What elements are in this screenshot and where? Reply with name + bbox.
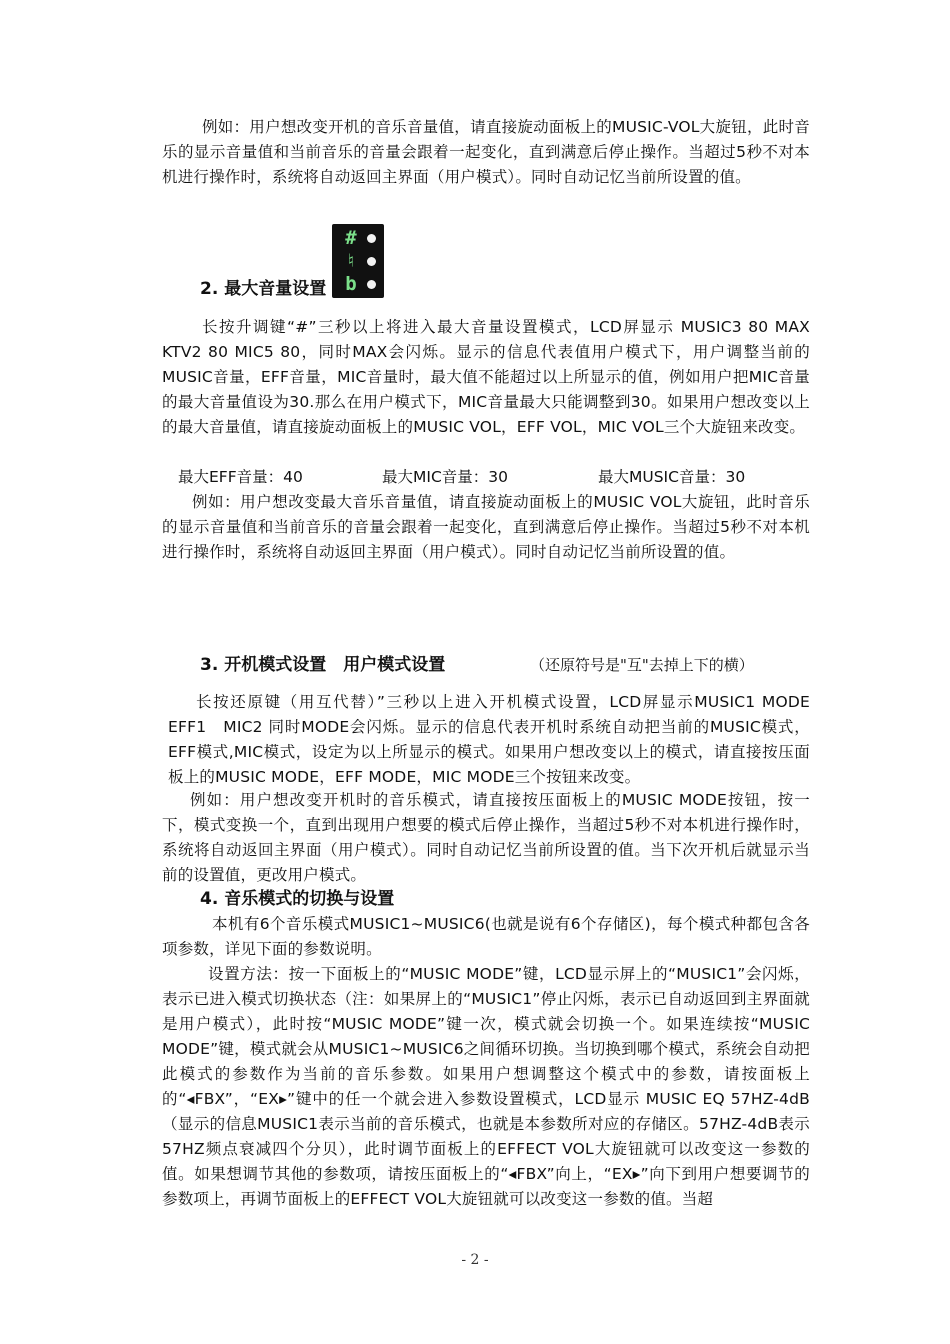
indicator-led-icon: [367, 234, 376, 243]
paragraph-startup-mode-example: 例如：用户想改变开机时的音乐模式，请直接按压面板上的MUSIC MODE按钮，按一下，模式变换一个，直到出现用户想要的模式后停止操作，当超过5秒不对本机进行操作时，系统将自动返回主界面（用户模式）。同时自动记忆当前所设置的值。当下次开机后就显示当前的设置值，更改用户模式。: [162, 791, 810, 884]
restore-symbol-note: （还原符号是"互"去掉上下的横）: [530, 656, 754, 674]
paragraph-music-vol-example: 例如：用户想改变开机的音乐音量值，请直接旋动面板上的MUSIC-VOL大旋钮，此时音乐的显示音量值和当前音乐的音量会跟着一起变化，直到满意后停止操作。当超过5秒不对本机进行操作时，系统将自动返回主界面（用户模式）。同时自动记忆当前所设置的值。: [162, 118, 810, 186]
keypad-image: [332, 224, 384, 298]
indicator-led-icon: [367, 280, 376, 289]
max-eff-volume: 最大EFF音量：40: [178, 468, 303, 486]
paragraph-music-modes-intro: 本机有6个音乐模式MUSIC1~MUSIC6(也就是说有6个存储区)，每个模式种都包含各项参数，详见下面的参数说明。: [162, 915, 810, 958]
indicator-led-icon: [367, 257, 376, 266]
heading-max-volume-setting: 2. 最大音量设置: [200, 279, 327, 299]
paragraph-max-volume-example: 例如：用户想改变最大音乐音量值，请直接旋动面板上的MUSIC VOL大旋钮，此时音乐的显示音量值和当前音乐的音量会跟着一起变化，直到满意后停止操作。当超过5秒不对本机进行操作时，系统将自动返回主界面（用户模式）。同时自动记忆当前所设置的值。: [162, 493, 810, 561]
max-mic-volume: 最大MIC音量：30: [382, 468, 508, 486]
natural-key-icon: ♮: [345, 250, 357, 272]
heading-music-mode-switching: 4. 音乐模式的切换与设置: [200, 889, 395, 909]
paragraph-startup-mode-description: 长按还原键（用互代替）”三秒以上进入开机模式设置，LCD屏显示MUSIC1 MODE EFF1 MIC2 同时MODE会闪烁。显示的信息代表开机时系统自动把当前的MUSIC模式，EFF模式,MIC模式，设定为以上所显示的模式。如果用户想改变以上的模式，请直接按压面板上的MUSIC MODE，EFF MODE，MIC MODE三个按钮来改变。: [168, 693, 810, 786]
flat-key-icon: b: [345, 273, 357, 295]
sharp-key-icon: #: [345, 227, 357, 249]
heading-startup-mode-setting: 3. 开机模式设置 用户模式设置: [200, 655, 446, 675]
page-number: - 2 -: [461, 1252, 489, 1268]
paragraph-max-volume-description: 长按升调键“#”三秒以上将进入最大音量设置模式，LCD屏显示 MUSIC3 80 MAX KTV2 80 MIC5 80，同时MAX会闪烁。显示的信息代表值用户模式下，用户调整当前的MUSIC音量，EFF音量，MIC音量时，最大值不能超过以上所显示的值，例如用户把MIC音量的最大音量值设为30.那么在用户模式下，MIC音量最大只能调整到30。如果用户想改变以上的最大音量值，请直接旋动面板上的MUSIC VOL，EFF VOL，MIC VOL三个大旋钮来改变。: [162, 318, 810, 436]
paragraph-music-mode-setting-method: 设置方法：按一下面板上的“MUSIC MODE”键，LCD显示屏上的“MUSIC1”会闪烁，表示已进入模式切换状态（注：如果屏上的“MUSIC1”停止闪烁，表示已自动返回到主界面就是用户模式），此时按“MUSIC MODE”键一次，模式就会切换一个。如果连续按“MUSIC MODE”键，模式就会从MUSIC1~MUSIC6之间循环切换。当切换到哪个模式，系统会自动把此模式的参数作为当前的音乐参数。如果用户想调整这个模式中的参数，请按面板上的“◂FBX”，“EX▸”键中的任一个就会进入参数设置模式，LCD显示 MUSIC EQ 57HZ-4dB（显示的信息MUSIC1表示当前的音乐模式，也就是本参数所对应的存储区。57HZ-4dB表示57HZ频点衰减四个分贝），此时调节面板上的EFFECT VOL大旋钮就可以改变这一参数的值。如果想调节其他的参数项，请按压面板上的“◂FBX”向上，“EX▸”向下到用户想要调节的参数项上，再调节面板上的EFFECT VOL大旋钮就可以改变这一参数的值。当超: [162, 965, 810, 1208]
max-music-volume: 最大MUSIC音量：30: [598, 468, 746, 486]
